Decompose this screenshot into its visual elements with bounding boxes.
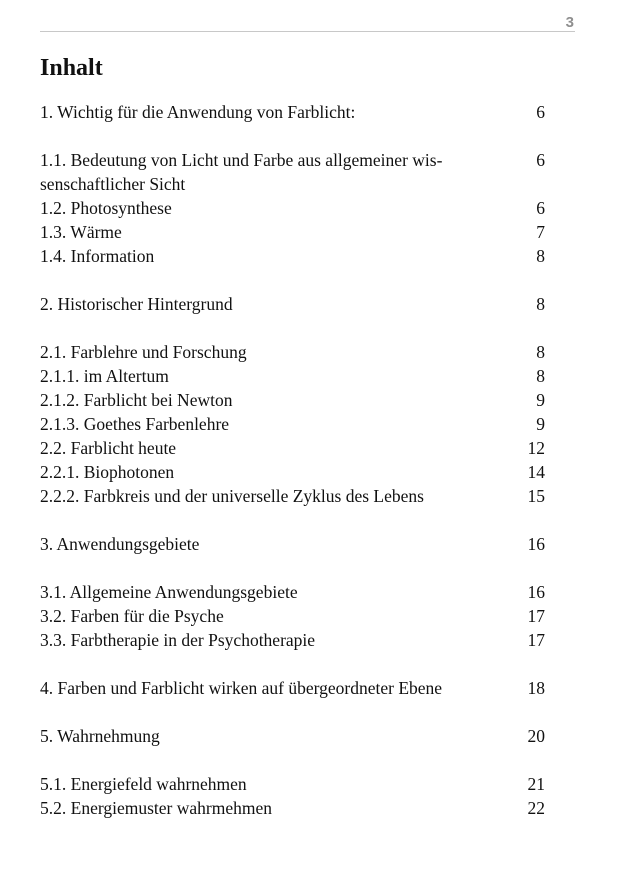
toc-entry-2-2-1[interactable]	[40, 460, 545, 484]
toc-entry-page: 8	[536, 342, 545, 362]
toc-entry-page: 9	[536, 390, 545, 410]
toc-entry-2-1-1[interactable]	[40, 364, 545, 388]
toc-entry-page: 6	[536, 198, 545, 218]
toc-entry-title: 3.3. Farbtherapie in der Psychotherapie	[40, 630, 316, 650]
toc-entry-title: 1. Wichtig für die Anwendung von Farblicht:	[40, 102, 356, 122]
toc-entry-title: 5.1. Energiefeld wahrnehmen	[40, 774, 247, 794]
toc-entry-title	[40, 148, 510, 196]
toc-entry-5-2[interactable]	[40, 796, 545, 820]
toc-entry-page: 14	[527, 462, 545, 482]
toc-entry-page: 8	[536, 366, 545, 386]
toc-entry-title: 2.1.2. Farblicht bei Newton	[40, 390, 233, 410]
toc-entry-3-2[interactable]	[40, 604, 545, 628]
toc-entry-2-2[interactable]	[40, 436, 545, 460]
toc-entry-page: 8	[536, 294, 545, 314]
toc-entry-1[interactable]	[40, 100, 545, 124]
page-number: 3	[565, 14, 574, 31]
toc-entry-5[interactable]	[40, 724, 545, 748]
toc-entry-1-1[interactable]	[40, 148, 545, 196]
toc-entry-title: 2.2. Farblicht heute	[40, 438, 177, 458]
toc-entry-page: 17	[527, 630, 545, 650]
table-of-contents	[40, 100, 545, 820]
toc-entry-title: 3.1. Allgemeine Anwendungsgebiete	[40, 582, 298, 602]
page-title: Inhalt	[40, 55, 103, 81]
toc-entry-3-1[interactable]	[40, 580, 545, 604]
toc-entry-title: 2.1. Farblehre und Forschung	[40, 342, 247, 362]
toc-entry-page: 22	[527, 798, 545, 818]
toc-entry-2-1-2[interactable]	[40, 388, 545, 412]
toc-entry-page: 18	[527, 678, 545, 698]
toc-entry-page: 16	[527, 582, 545, 602]
toc-entry-2-1[interactable]	[40, 340, 545, 364]
toc-entry-5-1[interactable]	[40, 772, 545, 796]
toc-entry-3[interactable]	[40, 532, 545, 556]
toc-entry-page: 15	[527, 486, 545, 506]
toc-entry-page: 17	[527, 606, 545, 626]
toc-entry-title: 1.3. Wärme	[40, 222, 122, 242]
toc-entry-1-3[interactable]	[40, 220, 545, 244]
toc-entry-title: 3.2. Farben für die Psyche	[40, 606, 224, 626]
toc-entry-title: 5.2. Energiemuster wahrmehmen	[40, 798, 272, 818]
toc-entry-page: 6	[536, 150, 545, 170]
toc-entry-page: 12	[527, 438, 545, 458]
toc-entry-1-2[interactable]	[40, 196, 545, 220]
toc-entry-3-3[interactable]	[40, 628, 545, 652]
toc-entry-title-line-2: senschaftlicher Sicht	[40, 174, 186, 194]
toc-entry-title: 5. Wahrnehmung	[40, 726, 160, 746]
toc-entry-title: 3. Anwendungsgebiete	[40, 534, 200, 554]
toc-entry-title: 2.1.3. Goethes Farbenlehre	[40, 414, 230, 434]
toc-entry-2-1-3[interactable]	[40, 412, 545, 436]
toc-entry-page: 6	[536, 102, 545, 122]
toc-entry-page: 7	[536, 222, 545, 242]
toc-entry-4[interactable]	[40, 676, 545, 700]
toc-entry-title-line-1: 1.1. Bedeutung von Licht und Farbe aus allgemeiner wis-	[40, 150, 443, 170]
toc-entry-page: 8	[536, 246, 545, 266]
toc-entry-title: 1.2. Photosynthese	[40, 198, 172, 218]
toc-entry-title: 1.4. Information	[40, 246, 155, 266]
toc-entry-title: 4. Farben und Farblicht wirken auf übergeordneter Ebene	[40, 678, 443, 698]
toc-entry-2-2-2[interactable]	[40, 484, 545, 508]
toc-entry-page: 21	[527, 774, 545, 794]
toc-entry-page: 9	[536, 414, 545, 434]
toc-entry-title: 2.1.1. im Altertum	[40, 366, 169, 386]
toc-entry-title: 2. Historischer Hintergrund	[40, 294, 233, 314]
header-rule	[40, 31, 575, 32]
toc-entry-1-4[interactable]	[40, 244, 545, 268]
toc-entry-title: 2.2.1. Biophotonen	[40, 462, 175, 482]
toc-entry-page: 20	[527, 726, 545, 746]
toc-entry-page: 16	[527, 534, 545, 554]
toc-entry-title: 2.2.2. Farbkreis und der universelle Zyklus des Lebens	[40, 486, 424, 506]
toc-entry-2[interactable]	[40, 292, 545, 316]
